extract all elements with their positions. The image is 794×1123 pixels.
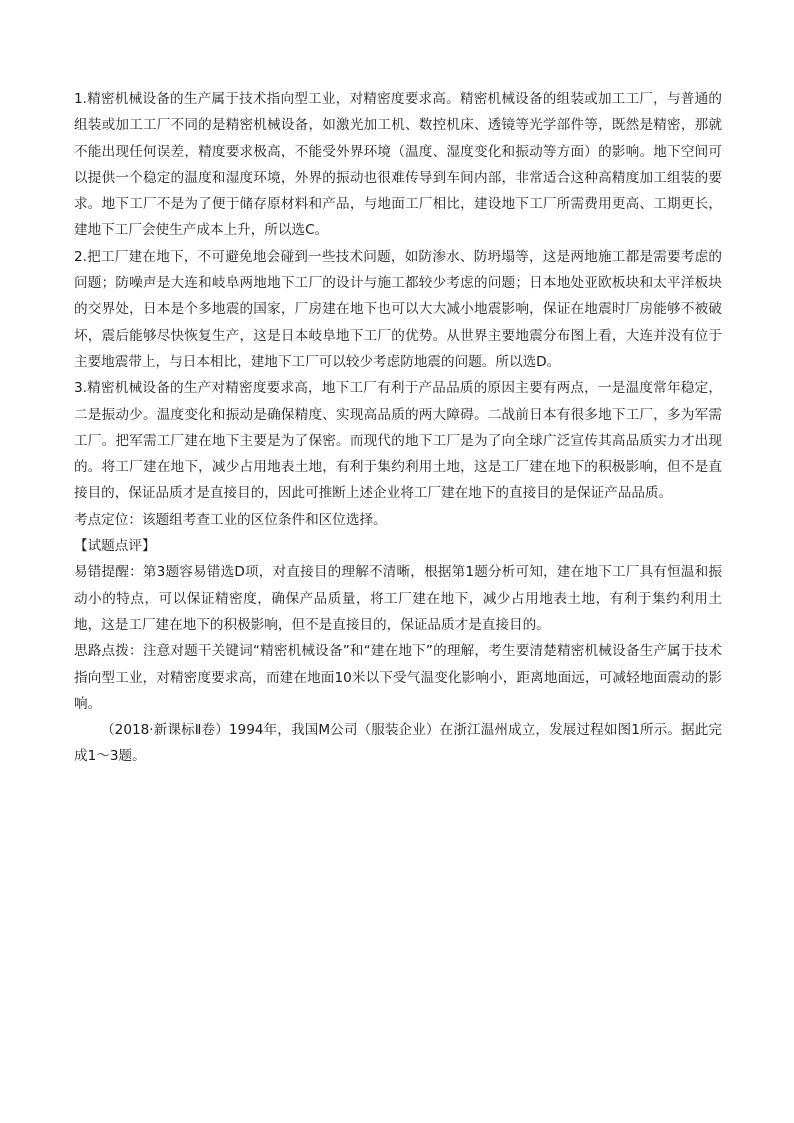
review-heading: 【试题点评】 bbox=[74, 538, 156, 555]
thinking-guide: 思路点拨：注意对题干关键词“精密机械设备”和“建在地下”的理解，考生要清楚精密机械设备生产属于技术指向型工业，对精密度要求高，而建在地面10米以下受气温变化影响小，距离地面远，可减轻地面震动的影响。 bbox=[74, 643, 722, 712]
answer-paragraph-1: 1.精密机械设备的生产属于技术指向型工业，对精密度要求高。精密机械设备的组装或加工工厂，与普通的组装或加工工厂不同的是精密机械设备，如激光加工机、数控机床、透镜等光学部件等，既然是精密，那就不能出现任何误差，精度要求极高，不能受外界环境（温度、湿度变化和振动等方面）的影响。地下空间可以提供一个稳定的温度和湿度环境，外界的振动也很难传导到车间内部，非常适合这种高精度加工组装的要求。地下工厂不是为了便于储存原材料和产品，与地面工厂相比，建设地下工厂所需费用更高、工期更长，建地下工厂会使生产成本上升，所以选C。 bbox=[74, 91, 722, 239]
answer-paragraph-2: 2.把工厂建在地下，不可避免地会碰到一些技术问题，如防渗水、防坍塌等，这是两地施工都是需要考虑的问题；防噪声是大连和岐阜两地地下工厂的设计与施工都较少考虑的问题；日本地处亚欧板块和太平洋板块的交界处，日本是个多地震的国家，厂房建在地下也可以大大减小地震影响，保证在地震时厂房能够不被破坏，震后能够尽快恢复生产，这是日本岐阜地下工厂的优势。从世界主要地震分布图上看，大连并没有位于主要地震带上，与日本相比，建地下工厂可以较少考虑防地震的问题。所以选D。 bbox=[74, 248, 722, 370]
document-body bbox=[74, 86, 722, 770]
next-question-intro: （2018·新课标Ⅱ卷）1994年，我国M公司（服装企业）在浙江温州成立，发展过程如图1所示。据此完成1～3题。 bbox=[74, 722, 722, 765]
answer-paragraph-3: 3.精密机械设备的生产对精密度要求高，地下工厂有利于产品品质的原因主要有两点，一是温度常年稳定，二是振动少。温度变化和振动是确保精度、实现高品质的两大障碍。二战前日本有很多地下工厂，多为军需工厂。把军需工厂建在地下主要是为了保密。而现代的地下工厂是为了向全球广泛宣传其高品质实力才出现的。将工厂建在地下，减少占用地表土地，有利于集约利用土地，这是工厂建在地下的积极影响，但不是直接目的，保证品质才是直接目的，因此可推断上述企业将工厂建在地下的直接目的是保证产品品质。 bbox=[74, 380, 722, 502]
exam-point-location: 考点定位：该题组考查工业的区位条件和区位选择。 bbox=[74, 511, 387, 528]
error-prone-reminder: 易错提醒：第3题容易错选D项，对直接目的理解不清晰，根据第1题分析可知，建在地下工厂具有恒温和振动小的特点，可以保证精密度，确保产品质量，将工厂建在地下，减少占用地表土地，有利于集约利用土地，这是工厂建在地下的积极影响，但不是直接目的，保证品质才是直接目的。 bbox=[74, 564, 722, 633]
